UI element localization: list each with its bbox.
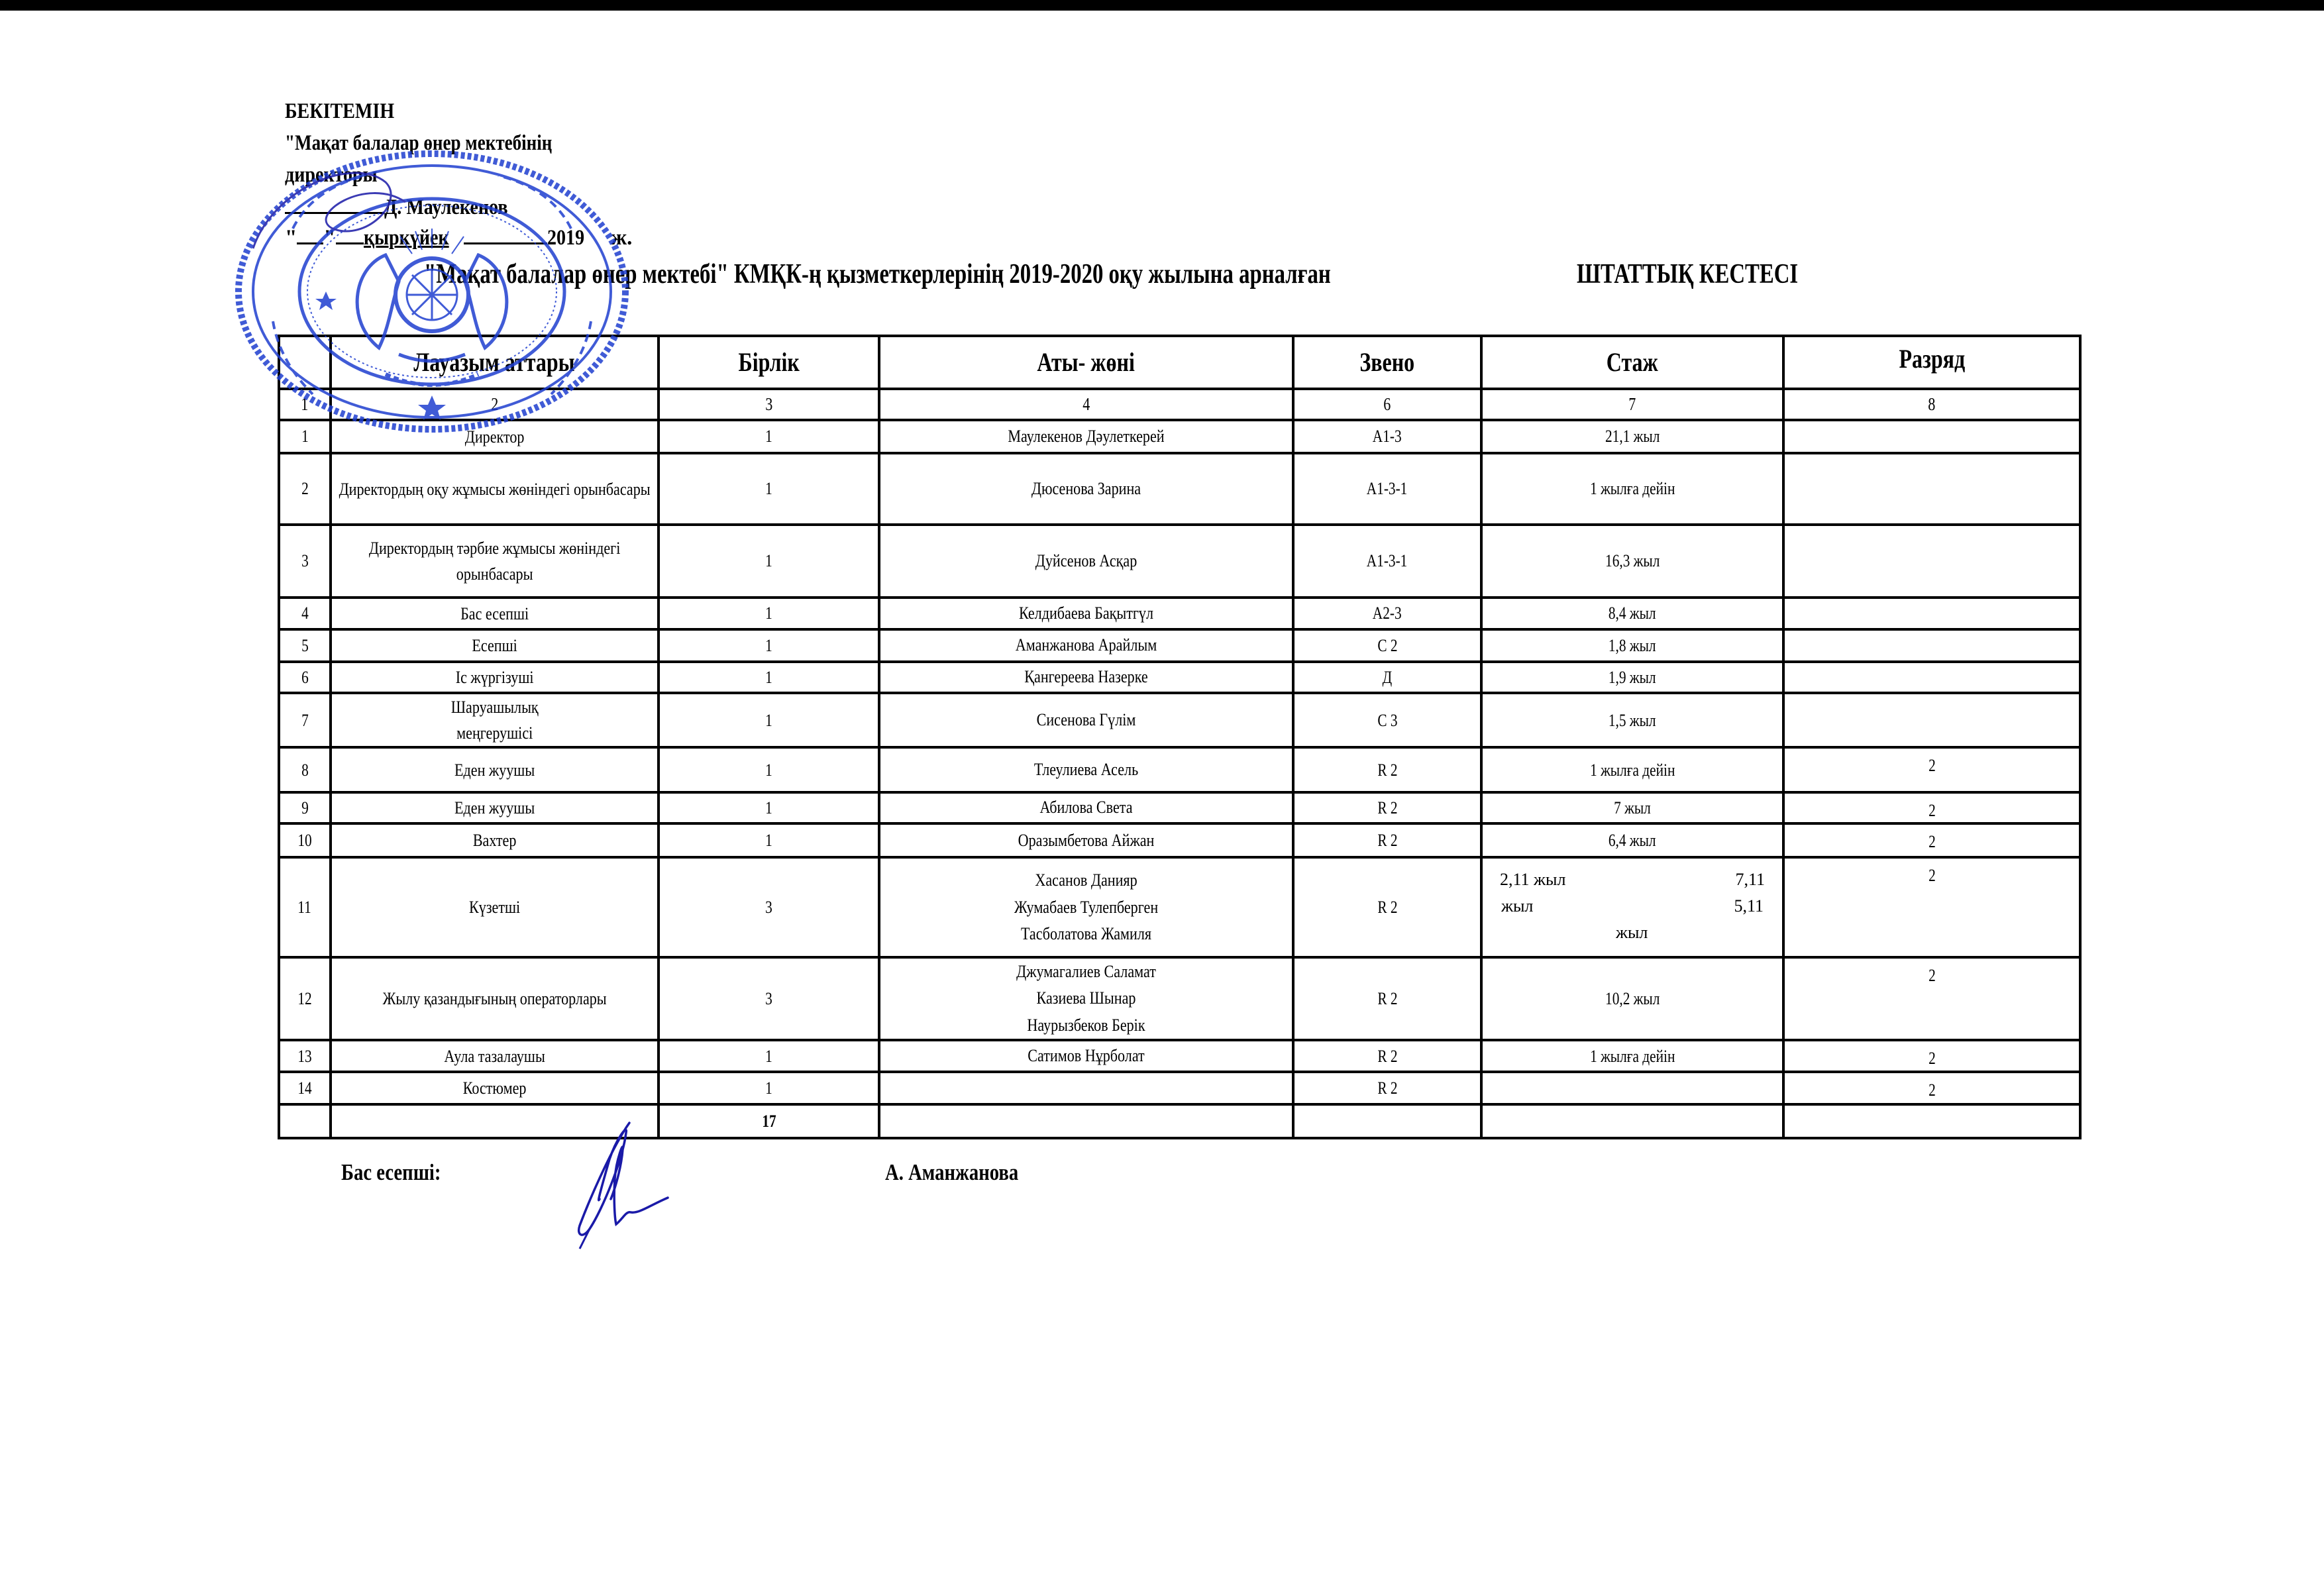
razryad-cell bbox=[1783, 1072, 2080, 1104]
row-number bbox=[279, 598, 331, 629]
approval-position: директоры bbox=[285, 163, 378, 187]
position-text: Шаруашылық меңгерушісі bbox=[450, 698, 539, 743]
person-name: Хасанов Данияр bbox=[1035, 870, 1137, 890]
staff-schedule-table bbox=[278, 335, 2082, 1139]
stazh-cell bbox=[1481, 525, 1783, 598]
razryad-cell bbox=[1783, 1040, 2080, 1072]
position-text: Костюмер bbox=[462, 1078, 527, 1098]
units-cell bbox=[659, 662, 879, 693]
row-number-text: 2 bbox=[301, 479, 309, 499]
stazh-cell-text: 1,5 жыл bbox=[1609, 710, 1656, 730]
stazh-cell bbox=[1481, 1040, 1783, 1072]
units-cell bbox=[659, 957, 879, 1040]
units-cell-text: 1 bbox=[765, 427, 772, 446]
zveno-cell-text: А1-3 bbox=[1373, 427, 1402, 446]
row-number-text: 1 bbox=[301, 427, 309, 446]
units-cell-text: 3 bbox=[765, 989, 772, 1009]
empty-cell bbox=[279, 1104, 331, 1138]
empty-cell bbox=[1481, 1104, 1783, 1138]
position-cell bbox=[331, 598, 659, 629]
razryad-cell bbox=[1783, 823, 2080, 857]
table-row bbox=[279, 957, 2080, 1040]
stazh-cell-text: 10,2 жыл bbox=[1605, 989, 1660, 1009]
zveno-cell-text: С 2 bbox=[1377, 635, 1398, 655]
position-text: Еден жуушы bbox=[454, 798, 535, 818]
units-cell bbox=[659, 525, 879, 598]
razryad-cell-text: 2 bbox=[1928, 832, 1936, 852]
zveno-cell-text: А1-3-1 bbox=[1367, 551, 1408, 571]
month-underline-right bbox=[464, 224, 547, 244]
row-number bbox=[279, 420, 331, 453]
name-cell bbox=[879, 693, 1293, 747]
colnum-cell: 4 bbox=[879, 389, 1293, 420]
table-row bbox=[279, 747, 2080, 792]
row-number-text: 6 bbox=[301, 668, 309, 687]
stazh-cell-text: 1 жылға дейін bbox=[1589, 479, 1675, 499]
scan-edge bbox=[0, 0, 2324, 11]
units-cell-text: 1 bbox=[765, 710, 772, 730]
position-text: Іс жүргізуші bbox=[455, 668, 534, 688]
row-number-text: 4 bbox=[301, 603, 309, 623]
units-cell-text: 1 bbox=[765, 1078, 772, 1098]
position-cell bbox=[331, 629, 659, 662]
header-cell-stazh: Стаж bbox=[1481, 336, 1783, 389]
row-number bbox=[279, 525, 331, 598]
total-units-cell bbox=[659, 1104, 879, 1138]
zveno-cell-text: R 2 bbox=[1377, 831, 1398, 851]
stazh-part: 7,11 bbox=[1735, 869, 1765, 889]
row-number bbox=[279, 453, 331, 525]
razryad-cell bbox=[1783, 792, 2080, 823]
column-number-row bbox=[279, 389, 2080, 420]
razryad-cell-text: 2 bbox=[1928, 756, 1936, 776]
position-text: Есепші bbox=[472, 636, 517, 655]
name-cell bbox=[879, 1040, 1293, 1072]
units-cell bbox=[659, 453, 879, 525]
empty-cell bbox=[879, 1104, 1293, 1138]
zveno-cell bbox=[1293, 792, 1481, 823]
footer-role: Бас есепші: bbox=[341, 1159, 441, 1185]
stazh-cell bbox=[1481, 857, 1783, 957]
name-cell bbox=[879, 598, 1293, 629]
header-cell-position: Лауазым аттары bbox=[331, 336, 659, 389]
row-number-text: 11 bbox=[297, 898, 312, 918]
table-row bbox=[279, 629, 2080, 662]
table-row bbox=[279, 420, 2080, 453]
director-name: Д. Маулекенов bbox=[384, 195, 508, 219]
position-cell bbox=[331, 420, 659, 453]
position-text: Бас есепші bbox=[460, 603, 529, 623]
zveno-cell-text: А1-3-1 bbox=[1367, 479, 1408, 499]
row-number bbox=[279, 1040, 331, 1072]
row-number bbox=[279, 857, 331, 957]
name-cell bbox=[879, 792, 1293, 823]
razryad-cell bbox=[1783, 857, 2080, 957]
colnum-cell: 7 bbox=[1481, 389, 1783, 420]
person-name: Дуйсенов Асқар bbox=[1035, 551, 1137, 570]
zveno-cell-text: Д bbox=[1382, 668, 1393, 687]
units-cell bbox=[659, 747, 879, 792]
units-cell-text: 3 bbox=[765, 898, 772, 918]
stazh-cell bbox=[1481, 662, 1783, 693]
zveno-cell-text: R 2 bbox=[1377, 989, 1398, 1009]
zveno-cell bbox=[1293, 857, 1481, 957]
stazh-cell bbox=[1481, 957, 1783, 1040]
razryad-cell bbox=[1783, 662, 2080, 693]
person-name: Маулекенов Дәулеткерей bbox=[1008, 426, 1165, 446]
units-cell bbox=[659, 792, 879, 823]
day-underline bbox=[297, 224, 323, 244]
position-text: Күзетші bbox=[468, 898, 521, 918]
signature-underline bbox=[285, 193, 384, 214]
header-cell-units: Бірлік bbox=[659, 336, 879, 389]
row-number bbox=[279, 1072, 331, 1104]
colnum-cell: 1 bbox=[279, 389, 331, 420]
units-cell-text: 1 bbox=[765, 1046, 772, 1066]
units-cell bbox=[659, 823, 879, 857]
units-cell bbox=[659, 598, 879, 629]
person-name: Джумагалиев Саламат bbox=[1016, 962, 1156, 982]
zveno-cell-text: С 3 bbox=[1377, 710, 1398, 730]
zveno-cell-text: R 2 bbox=[1377, 760, 1398, 780]
stazh-part: жыл bbox=[1501, 896, 1534, 916]
name-cell bbox=[879, 747, 1293, 792]
colnum-cell: 8 bbox=[1783, 389, 2080, 420]
units-cell bbox=[659, 420, 879, 453]
person-name: Қангереева Назерке bbox=[1024, 667, 1148, 687]
units-cell bbox=[659, 1072, 879, 1104]
name-cell bbox=[879, 420, 1293, 453]
person-name: Тасболатова Жамиля bbox=[1020, 923, 1152, 943]
units-cell-text: 1 bbox=[765, 603, 772, 623]
stazh-cell-text: 1 жылға дейін bbox=[1589, 760, 1675, 780]
position-cell bbox=[331, 823, 659, 857]
empty-cell bbox=[1783, 1104, 2080, 1138]
table-row bbox=[279, 792, 2080, 823]
name-cell bbox=[879, 857, 1293, 957]
zveno-cell bbox=[1293, 823, 1481, 857]
razryad-cell bbox=[1783, 453, 2080, 525]
row-number bbox=[279, 792, 331, 823]
colnum-cell: 6 bbox=[1293, 389, 1481, 420]
person-name: Дюсенова Зарина bbox=[1031, 478, 1141, 498]
row-number-text: 12 bbox=[297, 989, 312, 1009]
stazh-cell-text: 7 жыл bbox=[1614, 798, 1651, 818]
row-number-text: 8 bbox=[301, 760, 309, 780]
zveno-cell bbox=[1293, 420, 1481, 453]
row-number bbox=[279, 693, 331, 747]
table-row bbox=[279, 453, 2080, 525]
stazh-part: 2,11 жыл bbox=[1500, 869, 1566, 889]
table-row bbox=[279, 823, 2080, 857]
zveno-cell bbox=[1293, 1072, 1481, 1104]
stazh-cell bbox=[1481, 747, 1783, 792]
units-cell-text: 1 bbox=[765, 479, 772, 499]
razryad-cell bbox=[1783, 629, 2080, 662]
header-cell-zveno: Звено bbox=[1293, 336, 1481, 389]
units-cell-text: 1 bbox=[765, 798, 772, 818]
razryad-cell-text: 2 bbox=[1928, 1049, 1936, 1069]
stazh-part: жыл bbox=[1616, 922, 1648, 942]
month-underline-left bbox=[336, 224, 364, 244]
approval-heading: БЕКІТЕМІН bbox=[285, 99, 395, 123]
zveno-cell bbox=[1293, 693, 1481, 747]
stazh-cell bbox=[1481, 693, 1783, 747]
table-row bbox=[279, 662, 2080, 693]
position-text: Директордың тәрбие жұмысы жөніндегі орынбасары bbox=[368, 539, 621, 584]
stazh-cell-text: 1 жылға дейін bbox=[1589, 1046, 1675, 1066]
razryad-cell-text: 2 bbox=[1928, 866, 1936, 886]
name-cell bbox=[879, 453, 1293, 525]
date-month: қыркүйек bbox=[363, 226, 449, 250]
position-cell bbox=[331, 792, 659, 823]
zveno-cell bbox=[1293, 957, 1481, 1040]
table-row bbox=[279, 598, 2080, 629]
date-year: 2019 bbox=[547, 226, 585, 250]
stazh-cell-text: 21,1 жыл bbox=[1605, 427, 1660, 446]
person-name: Оразымбетова Айжан bbox=[1018, 830, 1155, 850]
position-cell bbox=[331, 957, 659, 1040]
razryad-cell bbox=[1783, 747, 2080, 792]
header-cell-name: Аты- жөні bbox=[879, 336, 1293, 389]
razryad-cell bbox=[1783, 420, 2080, 453]
position-cell bbox=[331, 747, 659, 792]
position-cell bbox=[331, 662, 659, 693]
position-cell bbox=[331, 693, 659, 747]
zveno-cell bbox=[1293, 747, 1481, 792]
stazh-cell bbox=[1481, 598, 1783, 629]
footer-name: А. Аманжанова bbox=[885, 1159, 1019, 1185]
approval-date-line bbox=[285, 224, 632, 250]
units-cell-text: 1 bbox=[765, 635, 772, 655]
stazh-cell-text: 6,4 жыл bbox=[1609, 831, 1656, 851]
position-cell bbox=[331, 525, 659, 598]
units-cell-text: 1 bbox=[765, 551, 772, 571]
position-text: Директордың оқу жұмысы жөніндегі орынбасары bbox=[339, 479, 651, 499]
position-cell bbox=[331, 453, 659, 525]
empty-cell bbox=[331, 1104, 659, 1138]
razryad-cell-text: 2 bbox=[1928, 1080, 1936, 1100]
units-cell-text: 1 bbox=[765, 668, 772, 687]
row-number bbox=[279, 629, 331, 662]
header-cell-razryad: Разряд bbox=[1783, 336, 2080, 389]
position-text: Вахтер bbox=[472, 831, 517, 851]
row-number bbox=[279, 957, 331, 1040]
document-name: ШТАТТЫҚ КЕСТЕСІ bbox=[1577, 259, 1799, 289]
stazh-cell bbox=[1481, 1072, 1783, 1104]
stazh-cell-text: 1,9 жыл bbox=[1609, 668, 1656, 687]
person-name: Сатимов Нұрболат bbox=[1028, 1045, 1145, 1065]
row-number bbox=[279, 823, 331, 857]
units-cell-text: 1 bbox=[765, 831, 772, 851]
zveno-cell-text: А2-3 bbox=[1373, 603, 1402, 623]
zveno-cell bbox=[1293, 453, 1481, 525]
person-name: Казиева Шынар bbox=[1036, 988, 1136, 1008]
person-name: Наурызбеков Берік bbox=[1027, 1015, 1145, 1035]
row-number-text: 5 bbox=[301, 635, 309, 655]
name-cell bbox=[879, 662, 1293, 693]
razryad-cell bbox=[1783, 693, 2080, 747]
date-quote-open: " bbox=[285, 226, 297, 250]
razryad-cell bbox=[1783, 957, 2080, 1040]
header-cell-number bbox=[279, 336, 331, 389]
position-text: Аула тазалаушы bbox=[444, 1046, 545, 1066]
stazh-cell-text: 1,8 жыл bbox=[1609, 635, 1656, 655]
zveno-cell bbox=[1293, 662, 1481, 693]
name-cell bbox=[879, 957, 1293, 1040]
units-cell bbox=[659, 629, 879, 662]
table-row bbox=[279, 857, 2080, 957]
person-name: Жумабаев Тулепберген bbox=[1014, 897, 1159, 917]
position-text: Директор bbox=[464, 427, 525, 446]
zveno-cell bbox=[1293, 525, 1481, 598]
row-number-text: 9 bbox=[301, 798, 309, 818]
row-number bbox=[279, 662, 331, 693]
approval-director-line bbox=[285, 193, 529, 220]
stazh-cell bbox=[1481, 792, 1783, 823]
person-name: Келдибаева Бақытгүл bbox=[1018, 603, 1154, 623]
table-row bbox=[279, 693, 2080, 747]
zveno-cell bbox=[1293, 1040, 1481, 1072]
units-cell bbox=[659, 693, 879, 747]
position-text: Еден жуушы bbox=[454, 760, 535, 780]
zveno-cell-text: R 2 bbox=[1377, 1078, 1398, 1098]
units-cell-text: 1 bbox=[765, 760, 772, 780]
stazh-cell bbox=[1481, 629, 1783, 662]
position-text: Жылу қазандығының операторлары bbox=[382, 989, 607, 1009]
row-number-text: 7 bbox=[301, 710, 309, 730]
row-number bbox=[279, 747, 331, 792]
name-cell bbox=[879, 629, 1293, 662]
zveno-cell-text: R 2 bbox=[1377, 798, 1398, 818]
position-cell bbox=[331, 857, 659, 957]
razryad-cell bbox=[1783, 598, 2080, 629]
table-row bbox=[279, 525, 2080, 598]
name-cell bbox=[879, 1072, 1293, 1104]
position-cell bbox=[331, 1072, 659, 1104]
name-cell bbox=[879, 525, 1293, 598]
stazh-part: 5,11 bbox=[1734, 896, 1764, 916]
table-row bbox=[279, 1040, 2080, 1072]
zveno-cell-text: R 2 bbox=[1377, 898, 1398, 918]
colnum-cell: 2 bbox=[331, 389, 659, 420]
razryad-cell bbox=[1783, 525, 2080, 598]
header-row bbox=[279, 336, 2080, 389]
total-row bbox=[279, 1104, 2080, 1138]
row-number-text: 14 bbox=[297, 1078, 312, 1098]
stazh-cell-text: 8,4 жыл bbox=[1609, 603, 1656, 623]
name-cell bbox=[879, 823, 1293, 857]
person-name: Тлеулиева Асель bbox=[1033, 759, 1139, 779]
person-name: Сисенова Гүлім bbox=[1036, 709, 1136, 729]
approval-org-line: "Мақат балалар өнер мектебінің bbox=[285, 131, 553, 155]
razryad-cell-text: 2 bbox=[1928, 966, 1936, 986]
empty-cell bbox=[1293, 1104, 1481, 1138]
units-cell bbox=[659, 857, 879, 957]
document-title: "Мақат балалар өнер мектебі" КМҚК-ң қызметкерлерінің 2019-2020 оқу жылына арналған bbox=[424, 259, 1331, 289]
units-cell bbox=[659, 1040, 879, 1072]
stazh-cell-text: 16,3 жыл bbox=[1605, 551, 1660, 571]
person-name: Абилова Света bbox=[1039, 798, 1133, 817]
stazh-cell bbox=[1481, 420, 1783, 453]
date-quote-close: " bbox=[323, 226, 336, 250]
razryad-cell-text: 2 bbox=[1928, 801, 1936, 821]
table-row bbox=[279, 1072, 2080, 1104]
stazh-cell bbox=[1481, 453, 1783, 525]
stazh-cell bbox=[1481, 823, 1783, 857]
total-units: 17 bbox=[761, 1112, 776, 1131]
row-number-text: 3 bbox=[301, 551, 309, 571]
row-number-text: 10 bbox=[297, 831, 312, 851]
colnum-cell: 3 bbox=[659, 389, 879, 420]
person-name: Аманжанова Арайлым bbox=[1015, 635, 1157, 655]
zveno-cell bbox=[1293, 598, 1481, 629]
zveno-cell-text: R 2 bbox=[1377, 1046, 1398, 1066]
zveno-cell bbox=[1293, 629, 1481, 662]
position-cell bbox=[331, 1040, 659, 1072]
date-suffix: ж. bbox=[611, 226, 633, 250]
row-number-text: 13 bbox=[297, 1046, 312, 1066]
